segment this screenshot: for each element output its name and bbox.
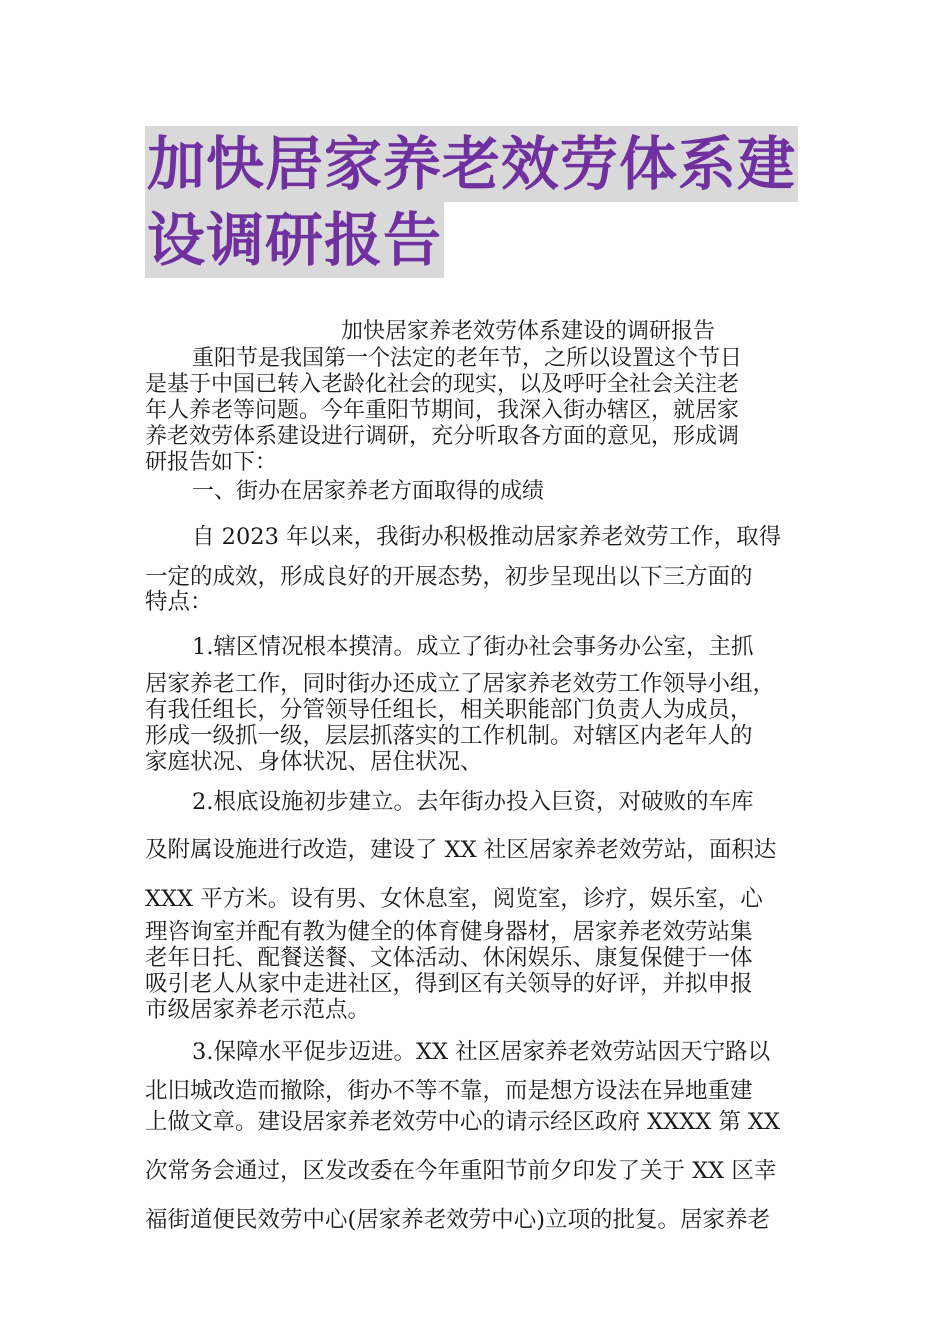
point-1-paragraph xyxy=(145,632,807,775)
text-line: 2.根底设施初步建立。去年街办投入巨资，对破败的车库 xyxy=(192,789,754,815)
text-line: 福街道便民效劳中心(居家养老效劳中心)立项的批复。居家养老 xyxy=(145,1207,771,1233)
title-line-2: 设调研报告 xyxy=(145,202,444,278)
text-line: 3.保障水平促步迈进。XX 社区居家养老效劳站因天宁路以 xyxy=(192,1039,771,1065)
text-line: 次常务会通过，区发改委在今年重阳节前夕印发了关于 XX 区幸 xyxy=(145,1158,777,1184)
text-line: 吸引老人从家中走进社区，得到区有关领导的好评，并拟申报 xyxy=(145,971,753,997)
text-line: 北旧城改造而撤除，街办不等不靠，而是想方设法在异地重建 xyxy=(145,1078,753,1104)
text-line: 家庭状况、身体状况、居住状况、 xyxy=(145,749,483,775)
document-body xyxy=(145,318,807,1236)
document-subtitle: 加快居家养老效劳体系建设的调研报告 xyxy=(341,319,716,344)
text-line: 特点： xyxy=(145,589,213,615)
text-line: 养老效劳体系建设进行调研，充分听取各方面的意见，形成调 xyxy=(145,424,740,449)
text-line: 理咨询室并配有教为健全的体育健身器材，居家养老效劳站集 xyxy=(145,919,753,945)
text-line: 年人养老等问题。今年重阳节期间，我深入街办辖区，就居家 xyxy=(145,398,740,423)
text-line: 1.辖区情况根本摸清。成立了街办社会事务办公室，主抓 xyxy=(192,634,754,660)
text-line: 研报告如下： xyxy=(145,450,278,475)
text-line: 市级居家养老示范点。 xyxy=(145,997,371,1023)
text-line: 形成一级抓一级，层层抓落实的工作机制。对辖区内老年人的 xyxy=(145,723,753,749)
text-line: XXX 平方米。设有男、女休息室，阅览室，诊疗，娱乐室，心 xyxy=(145,886,763,912)
text-line: 有我任组长，分管领导任组长，相关职能部门负责人为成员， xyxy=(145,697,753,723)
text-line: 是基于中国已转入老龄化社会的现实，以及呼吁全社会关注老 xyxy=(145,372,740,397)
text-line: 及附属设施进行改造，建设了 XX 社区居家养老效劳站，面积达 xyxy=(145,837,777,863)
section-heading: 一、街办在居家养老方面取得的成绩 xyxy=(192,479,545,504)
point-3-paragraph xyxy=(145,1037,807,1236)
text-line: 居家养老工作，同时街办还成立了居家养老效劳工作领导小组， xyxy=(145,671,776,697)
text-line: 重阳节是我国第一个法定的老年节，之所以设置这个节日 xyxy=(192,346,743,371)
point-2-paragraph xyxy=(145,787,807,1023)
text-line: 老年日托、配餐送餐、文体活动、休闲娱乐、康复保健于一体 xyxy=(145,945,753,971)
text-line: 上做文章。建设居家养老效劳中心的请示经区政府 XXXX 第 XX xyxy=(145,1109,781,1135)
text-line: 自 2023 年以来，我街办积极推动居家养老效劳工作，取得 xyxy=(192,524,782,550)
document-title xyxy=(145,126,825,278)
paragraph-2023 xyxy=(145,522,807,618)
text-line: 一定的成效，形成良好的开展态势，初步呈现出以下三方面的 xyxy=(145,564,753,590)
title-line-1: 加快居家养老效劳体系建 xyxy=(145,126,798,202)
intro-paragraph xyxy=(145,346,807,476)
